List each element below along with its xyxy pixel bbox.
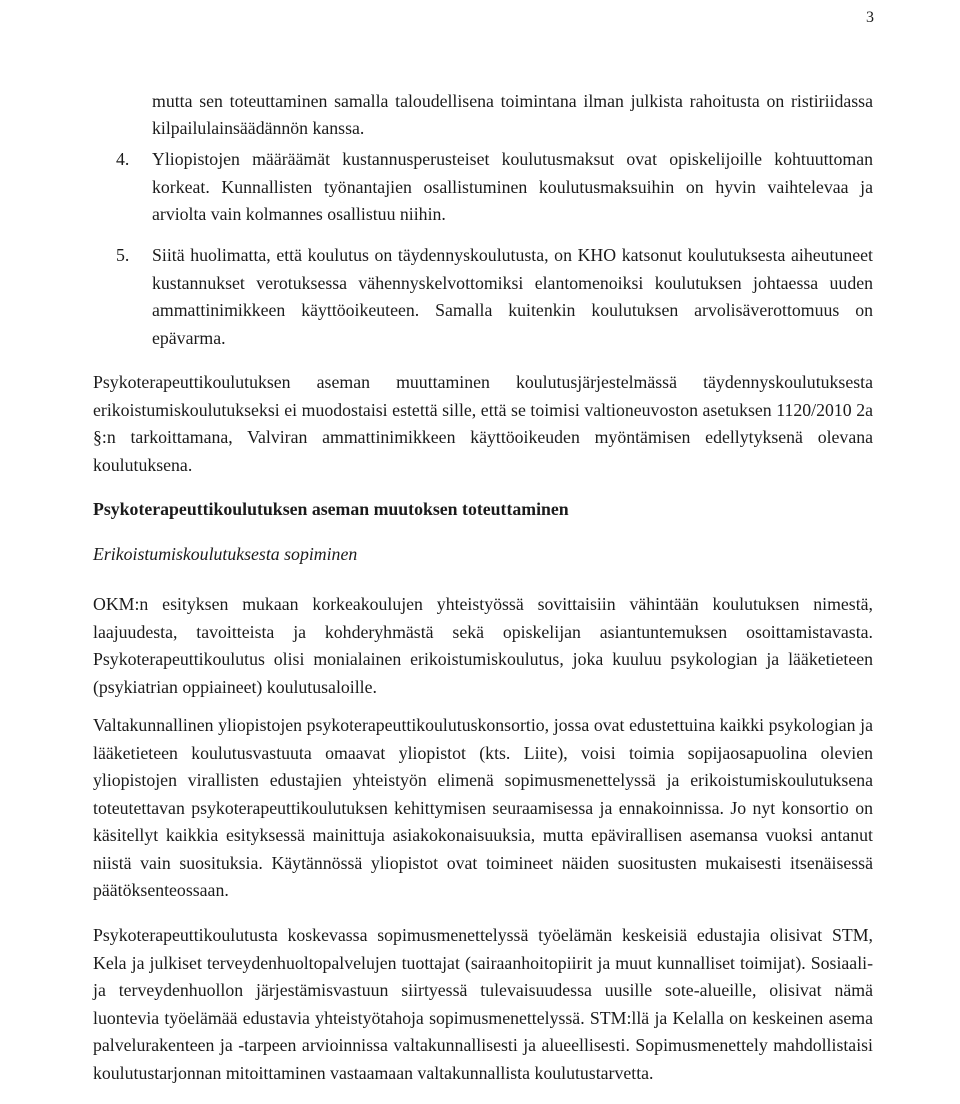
list-item-4-number: 4. [116,149,130,169]
paragraph-1 [93,369,873,479]
list-item-4-text: Yliopistojen määräämät kustannusperusteiset koulutusmaksut ovat opiskelijoille kohtuuttoman korkeat. Kunnallisten työnantajien osallistuminen koulutusmaksuihin on hyvin vaihtelevaa ja arviolta vain kolmannes osallistuu niihin. [152,149,873,224]
list-item-5-number: 5. [116,245,130,265]
paragraph-4 [93,922,873,1087]
section-heading: Psykoterapeuttikoulutuksen aseman muutoksen toteuttaminen [93,499,569,519]
page-number: 3 [866,9,874,26]
section-subheading: Erikoistumiskoulutuksesta sopiminen [93,544,358,564]
paragraph-3 [93,712,873,905]
list-item-5-text: Siitä huolimatta, että koulutus on täydennyskoulutusta, on KHO katsonut koulutuksesta aiheutuneet kustannukset verotuksessa vähennyskelvottomiksi elantomenoiksi koulutuksen johtaessa uuden ammattinimikkeen käyttöoikeuteen. Samalla kuitenkin koulutuksen arvolisäverottomuus on epävarma. [152,245,873,348]
paragraph-3-text: Valtakunnallinen yliopistojen psykoterapeuttikoulutuskonsortio, jossa ovat edustettuina kaikki psykologian ja lääketieteen koulutusvastuuta omaavat yliopistot (kts. Liite), voisi toimia sopijaosapuolina olevien yliopistojen virallisten edustajien yhteistyön elimenä sopimusmenettelyssä ja erikoistumiskoulutuksena toteutettavan psykoterapeuttikoulutuksen kehittymisen seuraamisessa ja ennakoinnissa. Jo nyt konsortio on käsitellyt kaikkia esityksessä mainittuja asiakokonaisuuksia, mutta epävirallisen asemansa vuoksi antanut niistä vain suosituksia. Käytännössä yliopistot ovat toimineet näiden suositusten mukaisesti itsenäisessä päätöksenteossaan. [93,715,873,900]
paragraph-4-text: Psykoterapeuttikoulutusta koskevassa sopimusmenettelyssä työelämän keskeisiä edustajia olisivat STM, Kela ja julkiset terveydenhuoltopalvelujen tuottajat (sairaanhoitopiirit ja muut kunnalliset toimijat). Sosiaali- ja terveydenhuollon järjestämisvastuun siirtyessä tulevaisuudessa uusille sote-alueille, olisivat nämä luontevia työelämää edustavia yhteistyötahoja sopimusmenettelyssä. STM:llä ja Kelalla on keskeinen asema palvelurakenteen ja -tarpeen arvioinnissa valtakunnallisesti ja alueellisesti. Sopimusmenettely mahdollistaisi koulutustarjonnan mitoittaminen vastaamaan valtakunnallista koulutustarvetta. [93,925,873,1083]
list-item-5 [116,242,873,352]
paragraph-2 [93,591,873,701]
list-item-4 [116,146,873,229]
continuation-text: mutta sen toteuttaminen samalla taloudellisena toimintana ilman julkista rahoitusta on ristiriidassa kilpailulainsäädännön kanssa. [152,90,873,139]
paragraph-2-text: OKM:n esityksen mukaan korkeakoulujen yhteistyössä sovittaisiin vähintään koulutuksen nimestä, laajuudesta, tavoitteista ja kohderyhmästä sekä opiskelijan asiantuntemuksen osoittamistavasta. Psykoterapeuttikoulutus olisi monialainen erikoistumiskoulutus, joka kuuluu psykologian ja lääketieteen (psykiatrian oppiaineet) koulutusaloille. [93,594,873,697]
paragraph-1-text: Psykoterapeuttikoulutuksen aseman muuttaminen koulutusjärjestelmässä täydennyskoulutuksesta erikoistumiskoulutukseksi ei muodostaisi estettä sille, että se toimisi valtioneuvoston asetuksen 1120/2010 2a §:n tarkoittamana, Valviran ammattinimikkeen käyttöoikeuden myöntämisen edellytyksenä olevana koulutuksena. [93,372,873,475]
